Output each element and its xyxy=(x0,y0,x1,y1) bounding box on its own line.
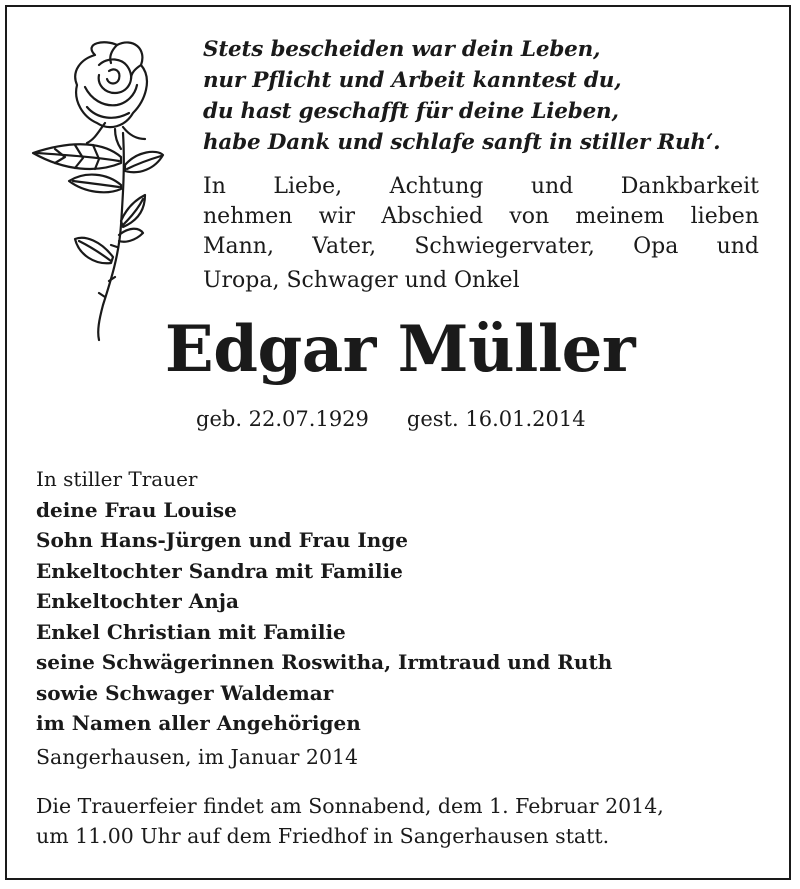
mourner-entry: Sohn Hans-Jürgen und Frau Inge xyxy=(36,528,409,552)
life-dates xyxy=(196,404,636,434)
intro-paragraph xyxy=(203,172,759,296)
birth-date: geb. 22.07.1929 xyxy=(196,407,369,431)
mourners-list xyxy=(36,464,756,739)
mourners-heading: In stiller Trauer xyxy=(36,467,198,491)
funeral-info xyxy=(36,791,760,851)
place-and-date: Sangerhausen, im Januar 2014 xyxy=(36,745,359,769)
mourner-entry: sowie Schwager Waldemar xyxy=(36,680,334,705)
intro-line: Uropa, Schwager und Onkel xyxy=(203,268,520,293)
memorial-verse xyxy=(203,34,763,158)
mourner-entry: Enkel Christian mit Familie xyxy=(36,619,346,644)
intro-line: nehmen wir Abschied von meinem lieben xyxy=(203,204,759,229)
funeral-line: um 11.00 Uhr auf dem Friedhof in Sangerhausen statt. xyxy=(36,824,610,848)
verse-line: nur Pflicht und Arbeit kanntest du, xyxy=(203,68,622,93)
mourner-entry: im Namen aller Angehörigen xyxy=(36,711,361,735)
intro-line: In Liebe, Achtung und Dankbarkeit xyxy=(203,174,759,199)
verse-line: du hast geschafft für deine Lieben, xyxy=(203,99,619,124)
deceased-name: Edgar Müller xyxy=(164,312,636,387)
mourner-entry: seine Schwägerinnen Roswitha, Irmtraud und Ruth xyxy=(36,650,613,674)
mourner-entry: deine Frau Louise xyxy=(36,497,237,522)
mourner-entry: Enkeltochter Anja xyxy=(36,589,239,613)
rose-icon xyxy=(25,35,165,345)
mourner-entry: Enkeltochter Sandra mit Familie xyxy=(36,558,403,583)
intro-line: Mann, Vater, Schwiegervater, Opa und xyxy=(203,234,759,259)
funeral-line: Die Trauerfeier findet am Sonnabend, dem 1. Februar 2014, xyxy=(36,794,664,818)
verse-line: Stets bescheiden war dein Leben, xyxy=(203,37,601,62)
death-date: gest. 16.01.2014 xyxy=(406,407,586,431)
verse-line: habe Dank und schlafe sanft in stiller Ruh‘. xyxy=(203,130,721,155)
